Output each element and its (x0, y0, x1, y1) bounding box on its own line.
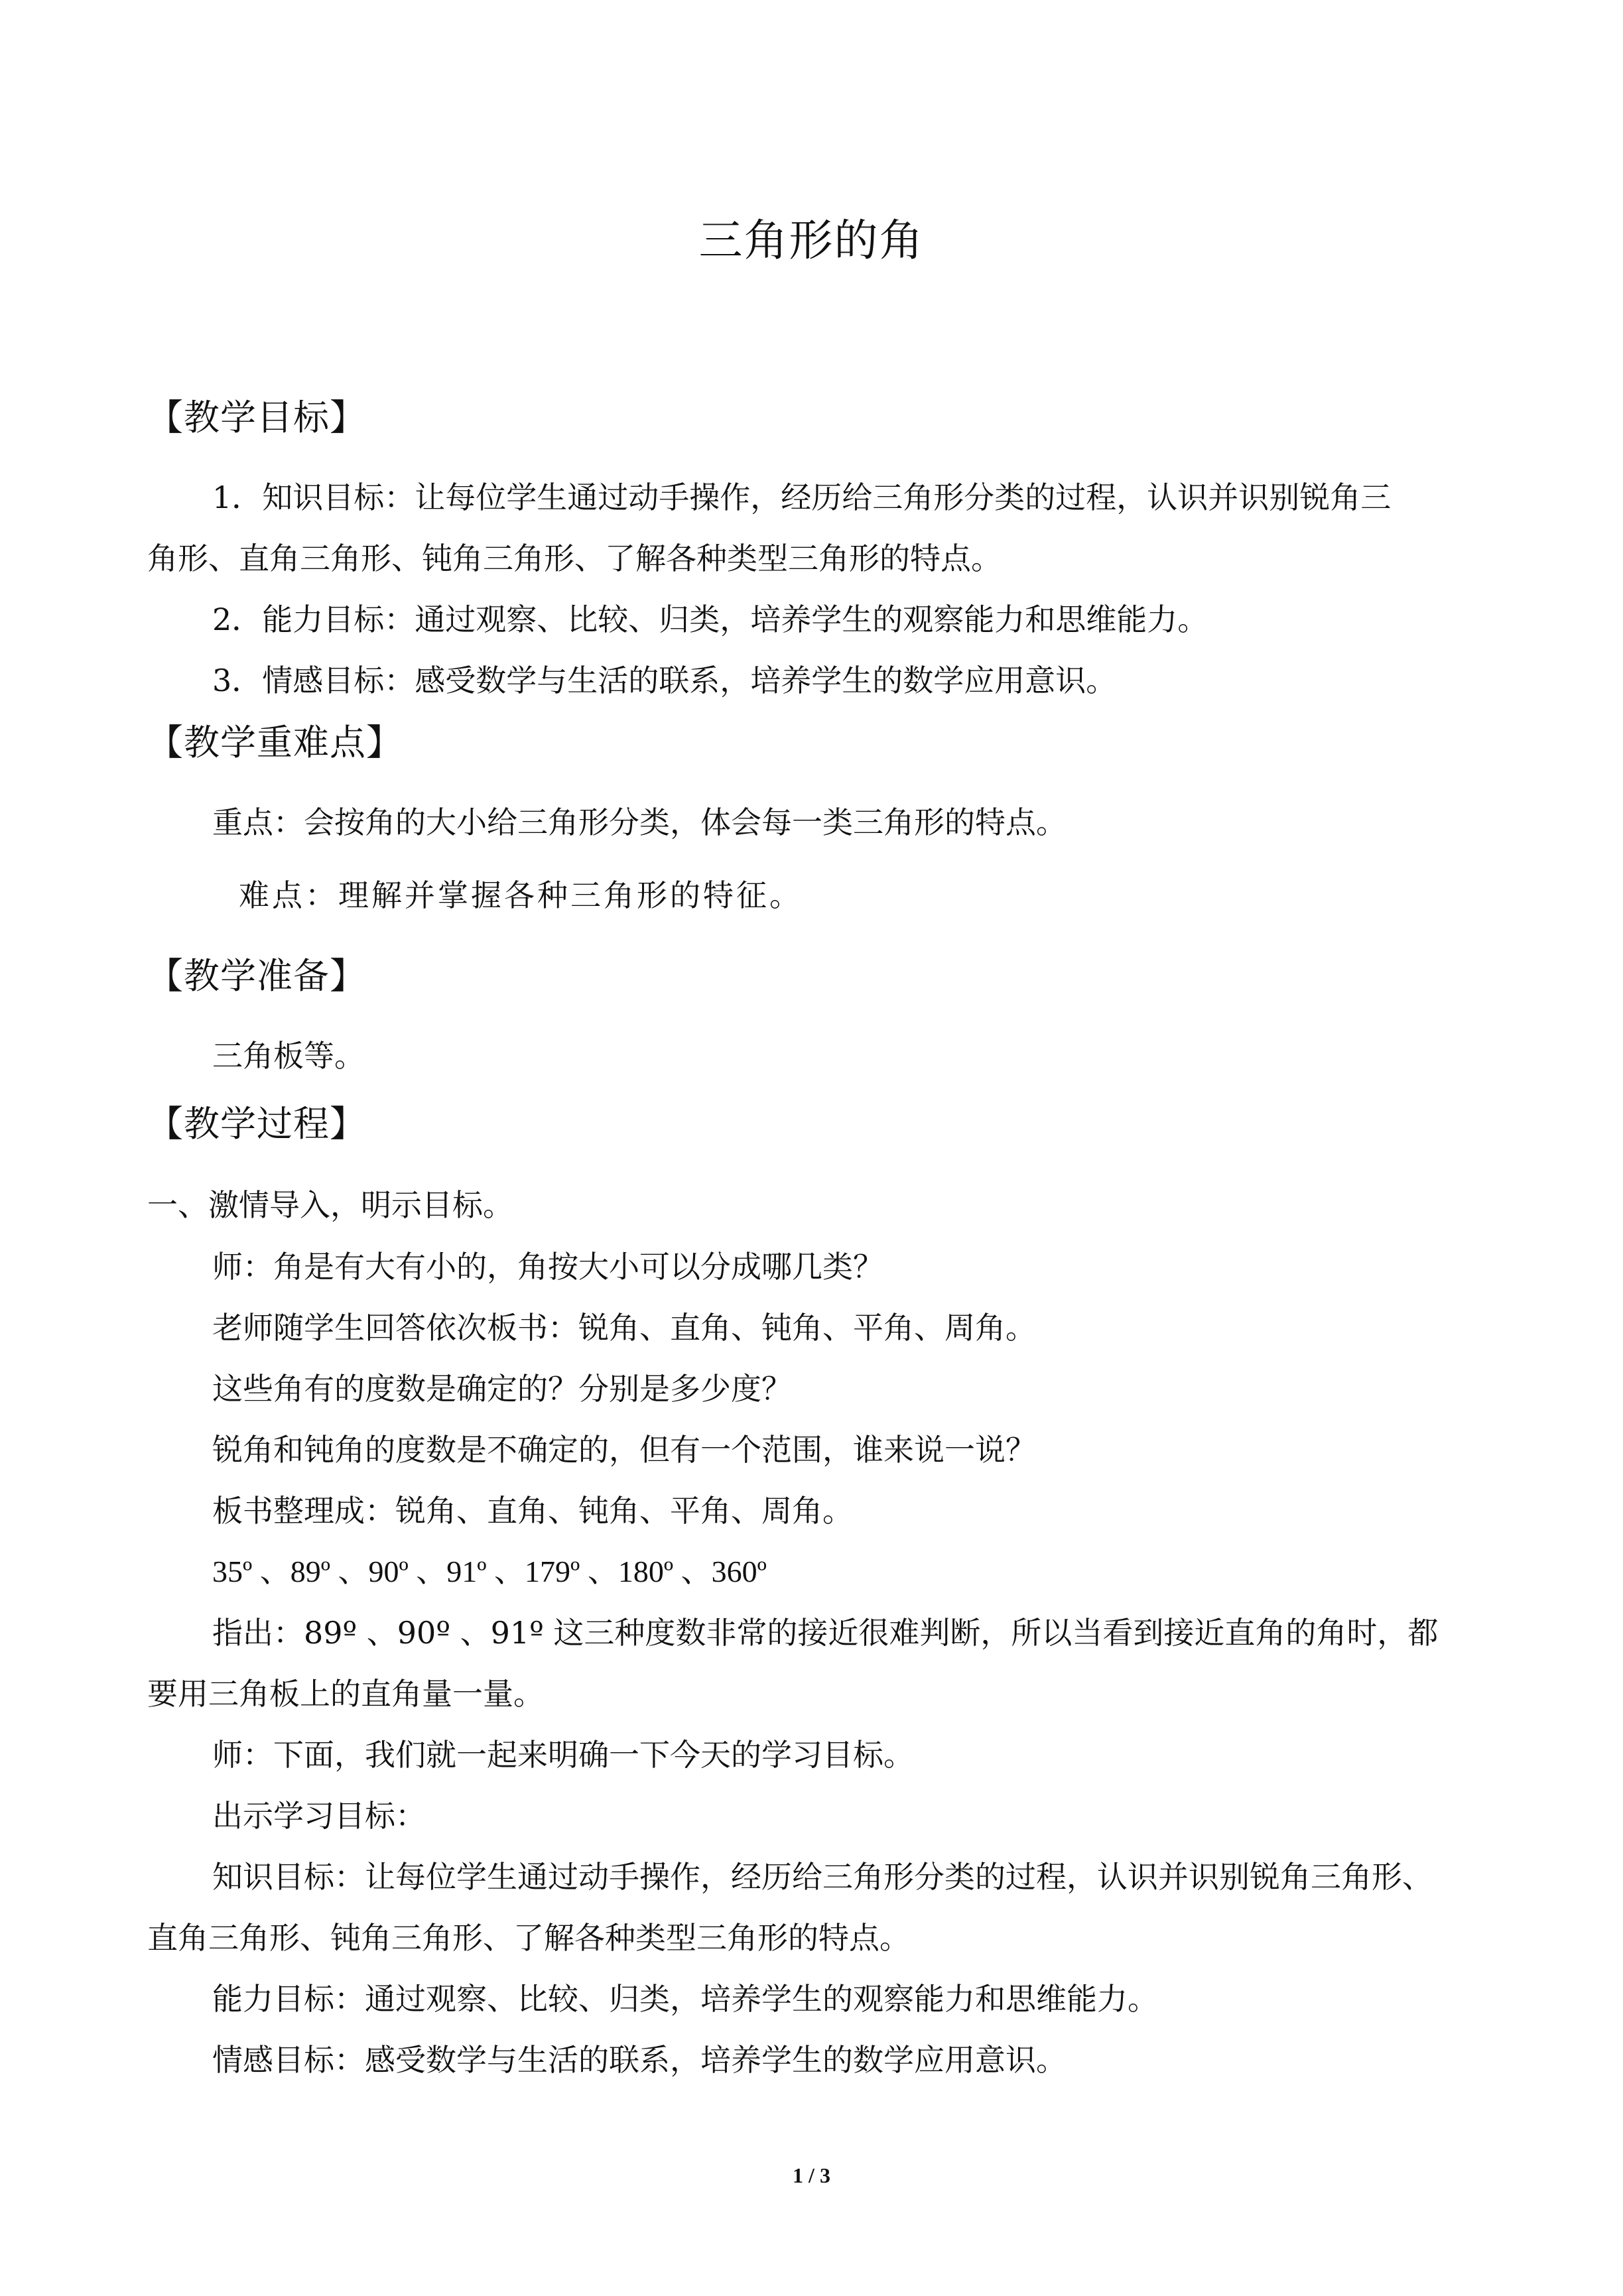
paragraph-line: 指出：89º 、90º 、91º 这三种度数非常的接近很难判断，所以当看到接近直角的角时，都 (212, 1615, 1439, 1651)
paragraph-line: 重点：会按角的大小给三角形分类，体会每一类三角形的特点。 (212, 804, 1067, 840)
paragraph-line: 锐角和钝角的度数是不确定的，但有一个范围，谁来说一说？ (212, 1432, 1036, 1468)
paragraph-line: 板书整理成：锐角、直角、钝角、平角、周角。 (212, 1493, 853, 1529)
paragraph-line: 知识目标：让每位学生通过动手操作，经历给三角形分类的过程，认识并识别锐角三角形、 (212, 1859, 1433, 1895)
section-heading-objectives: 【教学目标】 (147, 397, 366, 438)
paragraph-line: 老师随学生回答依次板书：锐角、直角、钝角、平角、周角。 (212, 1310, 1036, 1346)
page-number: 1 / 3 (793, 2163, 830, 2187)
paragraph-line: 1．知识目标：让每位学生通过动手操作，经历给三角形分类的过程，认识并识别锐角三 (212, 479, 1392, 515)
paragraph-line: 2．能力目标：通过观察、比较、归类，培养学生的观察能力和思维能力。 (212, 602, 1208, 637)
paragraph-line: 出示学习目标： (212, 1798, 426, 1834)
paragraph-line: 角形、直角三角形、钝角三角形、了解各种类型三角形的特点。 (147, 541, 1002, 576)
paragraph-line: 三角板等。 (212, 1038, 365, 1074)
paragraph-line: 要用三角板上的直角量一量。 (147, 1676, 544, 1712)
section-heading-key-points: 【教学重难点】 (147, 722, 403, 763)
section-heading-preparation: 【教学准备】 (147, 955, 366, 997)
paragraph-line: 这些角有的度数是确定的？分别是多少度？ (212, 1371, 792, 1407)
paragraph-line: 直角三角形、钝角三角形、了解各种类型三角形的特点。 (147, 1920, 910, 1956)
paragraph-line: 能力目标：通过观察、比较、归类，培养学生的观察能力和思维能力。 (212, 1981, 1158, 2017)
paragraph-line: 3．情感目标：感受数学与生活的联系，培养学生的数学应用意识。 (212, 663, 1117, 698)
paragraph-line: 一、激情导入，明示目标。 (147, 1187, 513, 1223)
paragraph-line: 35º 、89º 、90º 、91º 、179º 、180º 、360º (212, 1555, 767, 1588)
document-title: 三角形的角 (698, 215, 925, 266)
section-heading-process: 【教学过程】 (147, 1103, 366, 1145)
paragraph-line: 难点：理解并掌握各种三角形的特征。 (239, 877, 803, 913)
paragraph-line: 师：下面，我们就一起来明确一下今天的学习目标。 (212, 1737, 914, 1773)
paragraph-line: 情感目标：感受数学与生活的联系，培养学生的数学应用意识。 (212, 2042, 1067, 2078)
paragraph-line: 师：角是有大有小的，角按大小可以分成哪几类？ (212, 1249, 883, 1285)
